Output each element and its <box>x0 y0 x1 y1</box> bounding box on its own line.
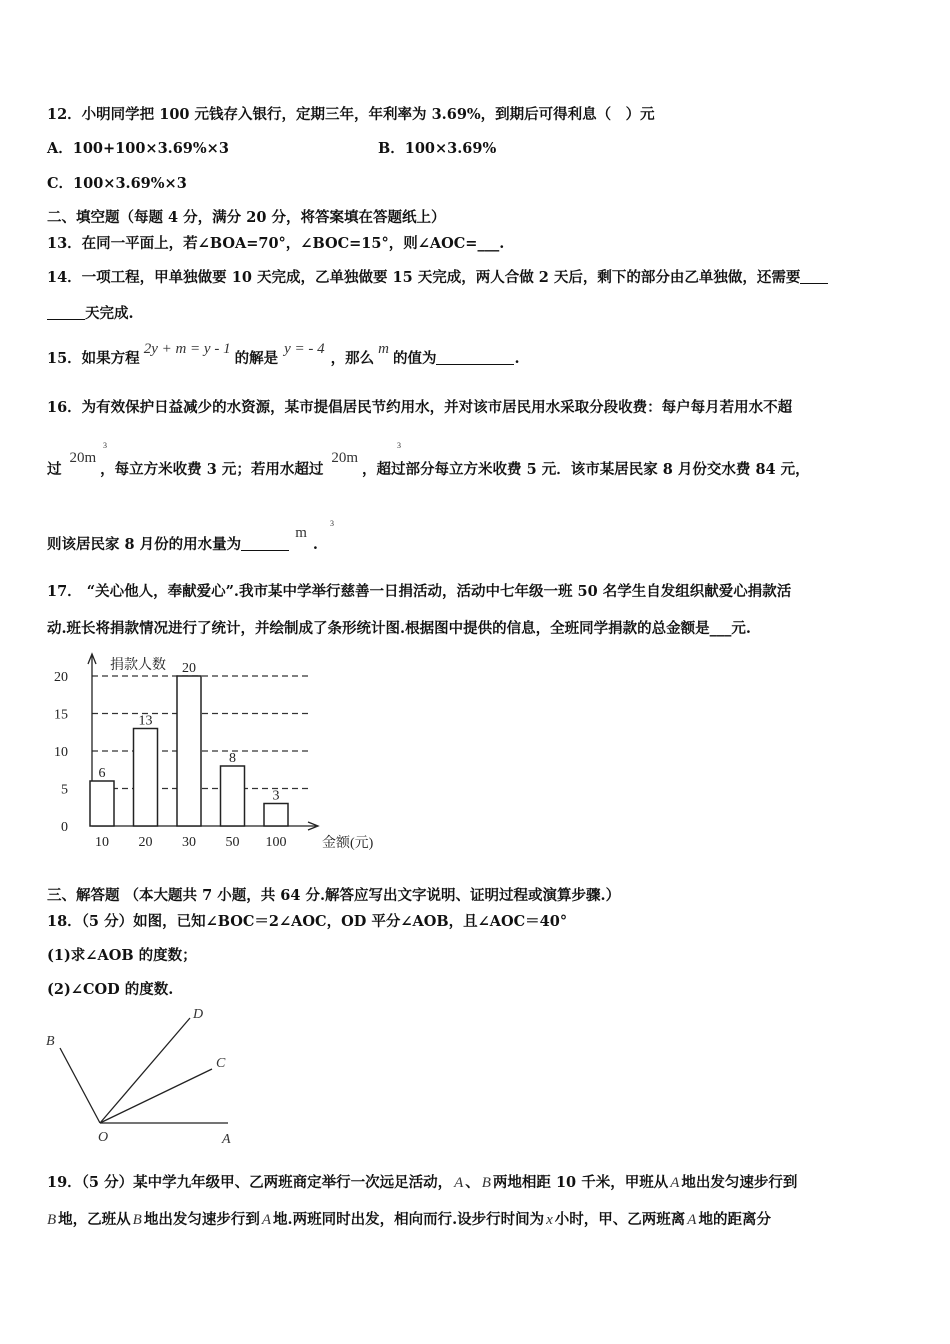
q14-line2: 天完成. <box>47 302 134 323</box>
q19-line2: B 地，乙班从 B 地出发匀速步行到 A 地.两班同时出发，相向而行.设步行时间为 x 小时，甲、乙两班离 A 地的距离分 <box>47 1211 771 1228</box>
q18-stem: 18．（5 分）如图，已知∠BOC＝2∠AOC，OD 平分∠AOB，且∠AOC＝40° <box>47 913 568 930</box>
q17-line1: 17． “关心他人，奉献爱心”.我市某中学举行慈善一日捐活动，活动中七年级一班 50 名学生自发组织献爱心捐款活 <box>47 583 792 600</box>
q16-line3: 则该居民家 8 月份的用水量为m. <box>47 525 318 553</box>
y-tick-label-0: 0 <box>61 820 68 835</box>
point-d-label: D <box>193 1007 204 1022</box>
y-axis-title: 捐款人数 <box>110 658 166 673</box>
point-b-label: B <box>46 1034 55 1049</box>
section-3-heading: 三、解答题 （本大题共 7 小题，共 64 分.解答应写出文字说明、证明过程或演算步骤.） <box>47 887 621 904</box>
y-tick-label-10: 10 <box>54 745 68 760</box>
q18-part1: (1)求∠AOB 的度数； <box>47 947 197 964</box>
x-tick-label-30: 30 <box>182 835 196 850</box>
section-2-heading: 二、填空题（每题 4 分，满分 20 分，将答案填在答题纸上） <box>47 209 446 226</box>
q12-option-c: C．100×3.69%×3 <box>47 175 187 192</box>
point-a-label: A <box>222 1132 231 1147</box>
x-tick-label-20: 20 <box>138 835 153 850</box>
bar-100 <box>264 804 288 827</box>
bar-value-label-10: 6 <box>98 766 106 781</box>
q12-option-b: B．100×3.69% <box>378 140 497 157</box>
q14-line1: 14．一项工程，甲单独做要 10 天完成，乙单独做要 15 天完成，两人合做 2 天后，剩下的部分由乙单独做，还需要 <box>47 266 828 287</box>
point-o-label: O <box>98 1130 109 1145</box>
q16-exponent: 3 <box>330 519 334 528</box>
angle-figure <box>40 1003 250 1148</box>
q16-line1: 16．为有效保护日益减少的水资源，某市提倡居民节约用水，并对该市居民用水采取分段收费：每户每月若用水不超 <box>47 399 793 416</box>
x-tick-label-50: 50 <box>225 835 240 850</box>
q13: 13．在同一平面上，若∠BOA=70°，∠BOC=15°，则∠AOC=___. <box>47 235 505 252</box>
bar-20 <box>134 729 158 827</box>
q15-variable: m <box>378 341 389 357</box>
q16-line2: 过20m，每立方米收费 3 元；若用水超过20m，超过部分每立方米收费 5 元．该市某居民家 8 月份交水费 84 元， <box>47 450 810 478</box>
x-tick-label-10: 10 <box>95 835 109 850</box>
bar-30 <box>177 676 201 826</box>
bar-value-label-30: 20 <box>182 661 196 676</box>
bar-value-label-20: 13 <box>138 713 153 729</box>
q15-equation: 2y + m = y - 1 <box>143 341 231 357</box>
donation-bar-chart <box>40 650 400 860</box>
bar-50 <box>221 766 245 826</box>
q12-stem: 12．小明同学把 100 元钱存入银行，定期三年，年利率为 3.69%，到期后可得利息（ ）元 <box>47 106 655 123</box>
q17-line2: 动.班长将捐款情况进行了统计，并绘制成了条形统计图.根据图中提供的信息，全班同学捐款的总金额是___元. <box>47 620 751 637</box>
q12-option-a: A．100+100×3.69%×3 <box>47 140 229 157</box>
y-tick-label-15: 15 <box>54 707 68 723</box>
y-tick-label-20: 20 <box>54 670 68 685</box>
q18-part2: (2)∠COD 的度数. <box>47 981 174 998</box>
bar-10 <box>90 781 114 826</box>
q19-line1: 19．（5 分）某中学九年级甲、乙两班商定举行一次远足活动， A 、 B 两地相距 10 千米，甲班从 A 地出发匀速步行到 <box>47 1174 798 1191</box>
bar-value-label-50: 8 <box>229 751 236 766</box>
bar-value-label-100: 3 <box>272 788 280 804</box>
x-axis-title: 金额(元) <box>322 836 374 851</box>
point-c-label: C <box>216 1056 226 1071</box>
y-tick-label-5: 5 <box>61 782 68 798</box>
x-tick-label-100: 100 <box>265 835 287 850</box>
q15-solution: y = - 4 <box>284 341 325 357</box>
q15: 15．如果方程2y + m = y - 1的解是y = - 4，那么m的值为 . <box>47 341 520 367</box>
